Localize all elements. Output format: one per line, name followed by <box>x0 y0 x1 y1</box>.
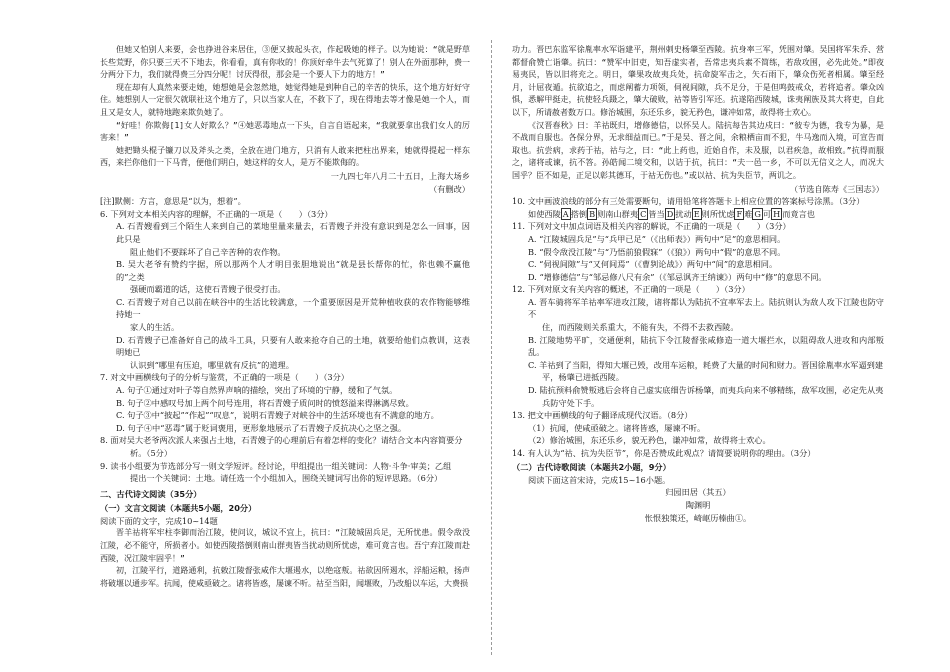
question-8-cont: 析。（5分） <box>130 448 173 458</box>
poem-line: 怅恨独策还，崎岖历榛曲①。 <box>644 513 752 524</box>
break-option-h[interactable]: H <box>773 208 781 219</box>
question-13-stem: 13. 把文中画横线的句子翻译成现代汉语。（8分） <box>512 410 693 421</box>
classical-paragraph: 《汉晋春秋》曰：羊祜既归，增修德信，以怀吴人。陆抗每告其边戍曰：“彼专为德，我专为暴，是不战而自服也。各保分界，无求细益而已。”于是吴、晋之间，余粮栖亩而不犯，牛马逸而入境，可宣告而取也。抗尝病，求药于祜，祜与之，曰：“此上药也，近始自作，未及服，以君疾急，故相致。”抗得而服之，诸将或谏，抗不答。孙皓闻二境交和，以诘于抗，抗曰：“夫一邑一乡，不可以无信义之人，而况大国乎？臣不如是，正足以彰其德耳，于祜无伤也。”或以祜、抗为失臣节，两讥之。 <box>512 120 884 180</box>
question-7-option-b: B. 句子②中感叹号加上两个问号连用，将石青嫂子质问时的愤怒溢来得淋漓尽致。 <box>116 397 414 408</box>
question-12-option-d-cont: 兵防守处下手。 <box>542 397 600 408</box>
question-12-option-c: C. 羊祜到了当阳，得知大堰已毁，改用车运粮，耗费了大量的时间和财力。晋国徐胤率水军逼到建 <box>528 359 884 370</box>
question-6-option-c: C. 石青嫂子对自己以前在峡谷中的生活比较满意，一个重要原因是开荒种植收获的农作物能够维持她一 <box>116 296 470 320</box>
footnote: [注]默侧：方言，意思是“以为，想着”。 <box>100 196 246 207</box>
question-9: 9. 读书小组要为节选部分写一则文学短评。经讨论，甲组提出一组关键词：人物·斗争·审美；乙组 <box>100 460 452 471</box>
left-column <box>100 44 470 590</box>
question-10-stem: 10. 文中画波浪线的部分有三处需要断句，请用铅笔将答题卡上相应位置的答案标号涂黑。（3分） <box>512 196 865 207</box>
question-8: 8. 面对吴大老爷两次派人来强占土地，石青嫂子的心理前后有着怎样的变化？请结合文本内容简要分 <box>100 435 463 446</box>
break-option-c[interactable]: C <box>640 208 647 219</box>
question-11-option-c: C. “伺视间隙”与“又何间焉”（《曹刿论战》）两句中“间”的意思相同。 <box>528 259 778 270</box>
story-date: 一九四七年八月二十五日，上海大场乡 <box>330 170 470 181</box>
break-option-a[interactable]: A <box>562 208 569 219</box>
break-option-b[interactable]: B <box>589 208 596 219</box>
question-11-option-a: A. “江陵城固兵足”与“兵甲已足”（《出师表》）两句中“足”的意思相同。 <box>528 233 786 244</box>
question-10-sentence: 如使西陵 A 搭倒 B 则南山群夷 C 皆当 D 扰动 E 则所忧虑 F 难 G 可 H 而竟言也 <box>528 208 815 219</box>
right-column <box>512 44 884 525</box>
section-heading: 二、古代诗文阅读（35分） <box>100 488 202 499</box>
story-paragraph: 但她又怕别人来要，会也挣进谷来居住，③便又披起头衣，作起吸她的样子。以为她说：“就是野草长些荒野，你只要三天不下地去，你看看，真有你收的！你顶好牵牛去气死算了！别人在外面那种，费一分两分下力，我们就得费三分四分呢！讨厌得很，那会是一个要人下力的地方！” <box>100 45 470 80</box>
poem-title: 归园田居（其五） <box>665 487 731 498</box>
question-6-option-c-cont: 家人的生活。 <box>130 322 180 333</box>
classical-paragraph: 初，江陵平行，道路通利，抗敕江陵督张咸作大堰遏水，以绝寇叛。祜欲因所遏水，浮船运粮，扬声将破堰以通步军。抗闻，使咸亟破之。诸将皆惑，屡谏不听。祜至当阳，闻堰败，乃改船以车运，大费损 <box>100 566 470 588</box>
question-6-option-d: D. 石青嫂子已准备好自己的战斗工具，只要有人敢来抢夺自己的土地，就要给他们点教训，这表明她已 <box>116 334 470 358</box>
question-9-cont: 提出一个关键词：土地。请任选一个小组加入，围绕关键词写出你的短评思路。（6分） <box>130 473 443 484</box>
reading-intro: 阅读下面的文字，完成10~14题 <box>100 515 218 526</box>
question-13-sentence-1: （1）抗闻，使咸亟破之。诸将皆惑，屡谏不听。 <box>528 422 706 433</box>
question-14: 14. 有人认为“祜、抗为失臣节”，你是否赞成此观点？请简要说明你的理由。（3分） <box>512 448 816 458</box>
question-11-stem: 11. 下列对文中加点词语及相关内容的解说，不正确的一项是（ ）（3分） <box>512 221 791 232</box>
question-6-stem: 6. 下列对文本相关内容的理解，不正确的一项是（ ）（3分） <box>100 208 333 219</box>
classical-paragraph: 晋羊祜将军牢柱李御而治江陵，使问议，城议不宜上，抗曰：“江陵城固兵足，无所忧患。假令敌没江陵，必不能守，所损者小。如使西陵搭倒则南山群夷皆当扰动则所忧虑，难可竟言也。吾宁弃江陵而赴西陵，况江陵牢固乎！” <box>100 528 470 563</box>
question-6-option-b-cont: 强硬而霸道的话，这使石青嫂子很受打击。 <box>130 284 286 295</box>
text-source: （节选自陈寿《三国志》） <box>789 183 884 194</box>
classical-paragraph: 功力。晋巴东监军徐胤率水军诣建平，荆州刺史杨肇至西陵。抗身率三军，凭围对肇。吴国将军朱乔、营都督俞赞亡诣肇。抗曰：“赞军中旧吏，知吾虚实者，吾常忠夷兵素不简练，若敌攻围，必先此处。”即夜易夷民，皆以旧将充之。明日，肇果攻故夷兵处，抗命旋军击之，矢石雨下，肇众伤死者相属。肇至经月，计屈夜遁。抗欲追之，而虑阐蓄力项领，伺视间隙，兵不足分，于是但鸣鼓戒众，若将追者。肇众凶惧，悉解甲挺走，抗使轻兵蹑之，肇大破败，祜等皆引军还。抗遂陷西陵城，诛夷阐族及其大将吏，自此以下，所请赦者数万口。修治城围，东还乐乡，貌无矜色，谦冲如常，故得将士欢心。 <box>512 45 884 117</box>
poem-author: 陶渊明 <box>685 500 711 511</box>
question-12-option-d: D. 陆抗预料俞赞叛逃后会将自己虚实底细告诉杨肇，而夷兵向来不够精练，敌军攻围，必定先从夷 <box>528 385 884 396</box>
break-option-g[interactable]: G <box>754 208 761 219</box>
question-11-option-d: D. “增修德信”与“邹忌修八尺有余”（《邹忌讽齐王纳谏》）两句中“修”的意思不同。 <box>528 271 827 282</box>
question-6-option-b: B. 吴大老爷有赞约字据，所以那两个人才明目张胆地说出“就是县长帮你的忙，你也赖不赢他的”之类 <box>116 259 470 282</box>
question-12-option-c-cont: 平，杨肇已进抵西陵。 <box>542 372 624 383</box>
story-source: （有删改） <box>429 183 470 194</box>
question-7-option-c: C. 句子③中“披起”“作起”“叹息”，说明石青嫂子对峡谷中的生活环境也有不满意的地方。 <box>116 410 439 421</box>
question-6-option-a: A. 石青嫂看到三个陌生人来到自己的菜地里量来量去，石青嫂子并没有意识到是怎么一回事，因此只是 <box>116 221 470 244</box>
question-7-option-a: A. 句子①通过对叶子等自然界声响的描绘，突出了环境的宁静，缓和了气氛。 <box>116 385 398 396</box>
question-6-option-d-cont: 认识到“哪里有压迫，哪里就有反抗”的道理。 <box>130 359 294 370</box>
question-13-sentence-2: （2）修治城围，东还乐乡，貌无矜色，谦冲如常，故得将士欢心。 <box>528 435 771 446</box>
break-option-d[interactable]: D <box>666 208 674 219</box>
question-6-option-a-cont: 阻止他们不要踩坏了自己辛苦种的农作物。 <box>130 246 286 257</box>
story-paragraph: 她把锄头棍子镰刀以及斧头之类，全放在进门地方，只消有人敢来把柱出界来，她就得提起一样东西，来拦你他们一下马背，便他们明白，她这样的女人，是万不能欺侮的。 <box>100 145 470 168</box>
story-paragraph: 现在却有人真然来要走她，她想她是会忽然地，她觉得她是到种自己的辛苦的快乐，这个地方好好守住。她想别人一定很欠就联社这个地方了，只以当家人在，不救下了，现在得地去等才像是她一个人，而且又是女人，就特地跑来欺负她了。 <box>100 82 470 117</box>
break-option-e[interactable]: E <box>693 208 700 219</box>
subsection-heading: （一）文言文阅读（本题共5小题，20分） <box>100 502 257 513</box>
question-11-option-b: B. “假令敌没江陵”与“乃悟前狼假寐”（《狼》）两句中“假”的意思不同。 <box>528 246 786 257</box>
question-7-stem: 7. 对文中画横线句子的分析与鉴赏，不正确的一项是（ ）（3分） <box>100 372 349 383</box>
story-paragraph: “好哇！你欺侮[1]女人好欺么？”④她恶毒地点一下头，自言自语起来，“我就要拿出我们女人的厉害来！” <box>100 120 470 143</box>
question-12-option-b: B. 江陵地势平旷，交通便利，陆抗下令江陵督张咸修造一道大堰拦水，以阻碍敌人进攻和内部叛乱。 <box>528 334 884 358</box>
column-divider <box>491 40 492 655</box>
question-12-option-a: A. 晋车骑将军羊祜率军进攻江陵，诸将都认为陆抗不宜率军去上。陆抗则认为敌人攻下江陵也防守不 <box>528 296 884 320</box>
question-12-option-a-cont: 住，而西陵则关系重大，不能有失，不得不去救西陵。 <box>542 322 739 333</box>
question-12-stem: 12. 下列对原文有关内容的概述，不正确的一项是（ ）（3分） <box>512 284 750 295</box>
subsection-heading: （二）古代诗歌阅读（本题共2小题，9分） <box>512 461 671 472</box>
break-option-f[interactable]: F <box>736 208 743 219</box>
question-7-option-d: D. 句子④中“恶毒”属于贬词褒用，更形象地展示了石青嫂子反抗决心之坚之强。 <box>116 422 407 433</box>
poem-intro: 阅读下面这首宋诗，完成15~16小题。 <box>528 474 671 485</box>
